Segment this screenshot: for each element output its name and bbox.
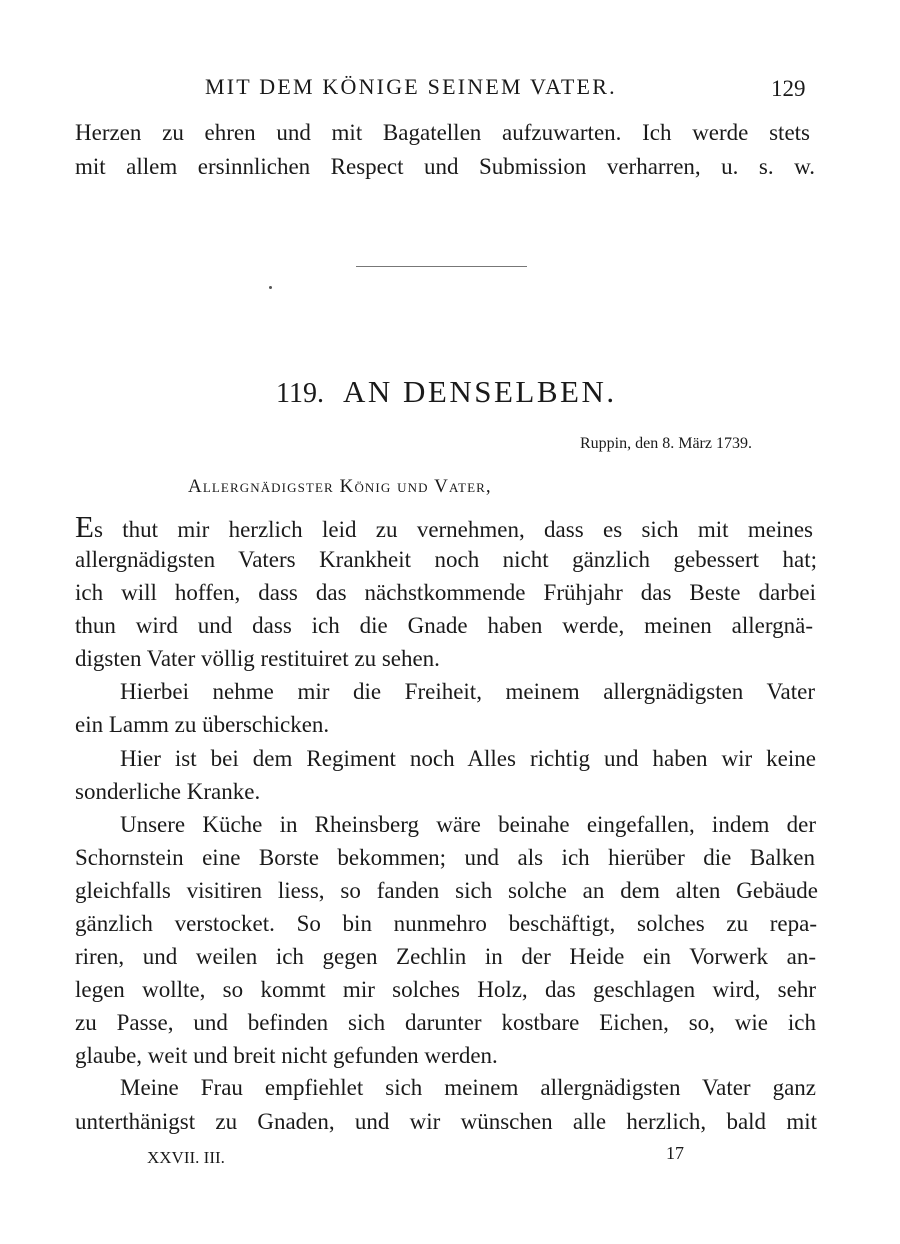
text-line: Meine Frau empfiehlet sich meinem allergnädigsten Vater ganz [120, 1075, 816, 1100]
letter-heading [0, 372, 900, 412]
text-line: Hierbei nehme mir die Freiheit, meinem allergnädigsten Vater [120, 679, 815, 704]
text-line: Unsere Küche in Rheinsberg wäre beinahe eingefallen, indem der [120, 812, 816, 837]
text-line: legen wollte, so kommt mir solches Holz, das geschlagen wird, sehr [75, 977, 816, 1002]
text-line: allergnädigsten Vaters Krankheit noch nicht gänzlich gebessert hat; [75, 547, 817, 572]
text-line: riren, und weilen ich gegen Zechlin in der Heide ein Vorwerk an- [75, 944, 816, 969]
section-divider [356, 266, 527, 267]
text-line: unterthänigst zu Gnaden, und wir wünschen alle herzlich, bald mit [75, 1109, 817, 1134]
text-line [75, 510, 813, 544]
text-line: ein Lamm zu überschicken. [75, 712, 330, 737]
running-title: MIT DEM KÖNIGE SEINEM VATER. [205, 74, 617, 99]
page-number: 129 [771, 76, 806, 101]
text-line: gänzlich verstocket. So bin nunmehro beschäftigt, solches zu repa- [75, 911, 817, 936]
page-footer [0, 1143, 900, 1178]
text-line: mit allem ersinnlichen Respect und Submission verharren, u. s. w. [75, 154, 815, 179]
text-line: Hier ist bei dem Regiment noch Alles richtig und haben wir keine [120, 746, 816, 771]
text-line: sonderliche Kranke. [75, 779, 261, 804]
letter-title: AN DENSELBEN. [343, 374, 617, 409]
text-line: thun wird und dass ich die Gnade haben werde, meinen allergnä- [75, 613, 813, 638]
text-line: glaube, weit und breit nicht gefunden werden. [75, 1043, 498, 1068]
text-line: ich will hoffen, dass das nächstkommende Frühjahr das Beste darbei [75, 580, 816, 605]
letter-number: 119. [276, 378, 324, 409]
salutation: Allergnädigster König und Vater, [188, 476, 492, 497]
first-line-text: s thut mir herzlich leid zu vernehmen, dass es sich mit meines [93, 517, 813, 542]
signature-mark: XXVII. III. [147, 1148, 225, 1167]
text-line: zu Passe, und befinden sich darunter kostbare Eichen, so, wie ich [75, 1010, 816, 1035]
text-line: Schornstein eine Borste bekommen; und als ich hierüber die Balken [75, 845, 815, 870]
text-line: digsten Vater völlig restituiret zu sehen. [75, 646, 440, 671]
running-head [0, 74, 900, 104]
text-line: Herzen zu ehren und mit Bagatellen aufzuwarten. Ich werde stets [75, 120, 810, 145]
text-line: gleichfalls visitiren liess, so fanden sich solche an dem alten Gebäude [75, 878, 818, 903]
sheet-number: 17 [666, 1143, 684, 1163]
dateline: Ruppin, den 8. März 1739. [580, 435, 752, 452]
print-speck [269, 286, 272, 289]
initial-letter: E [75, 509, 94, 544]
